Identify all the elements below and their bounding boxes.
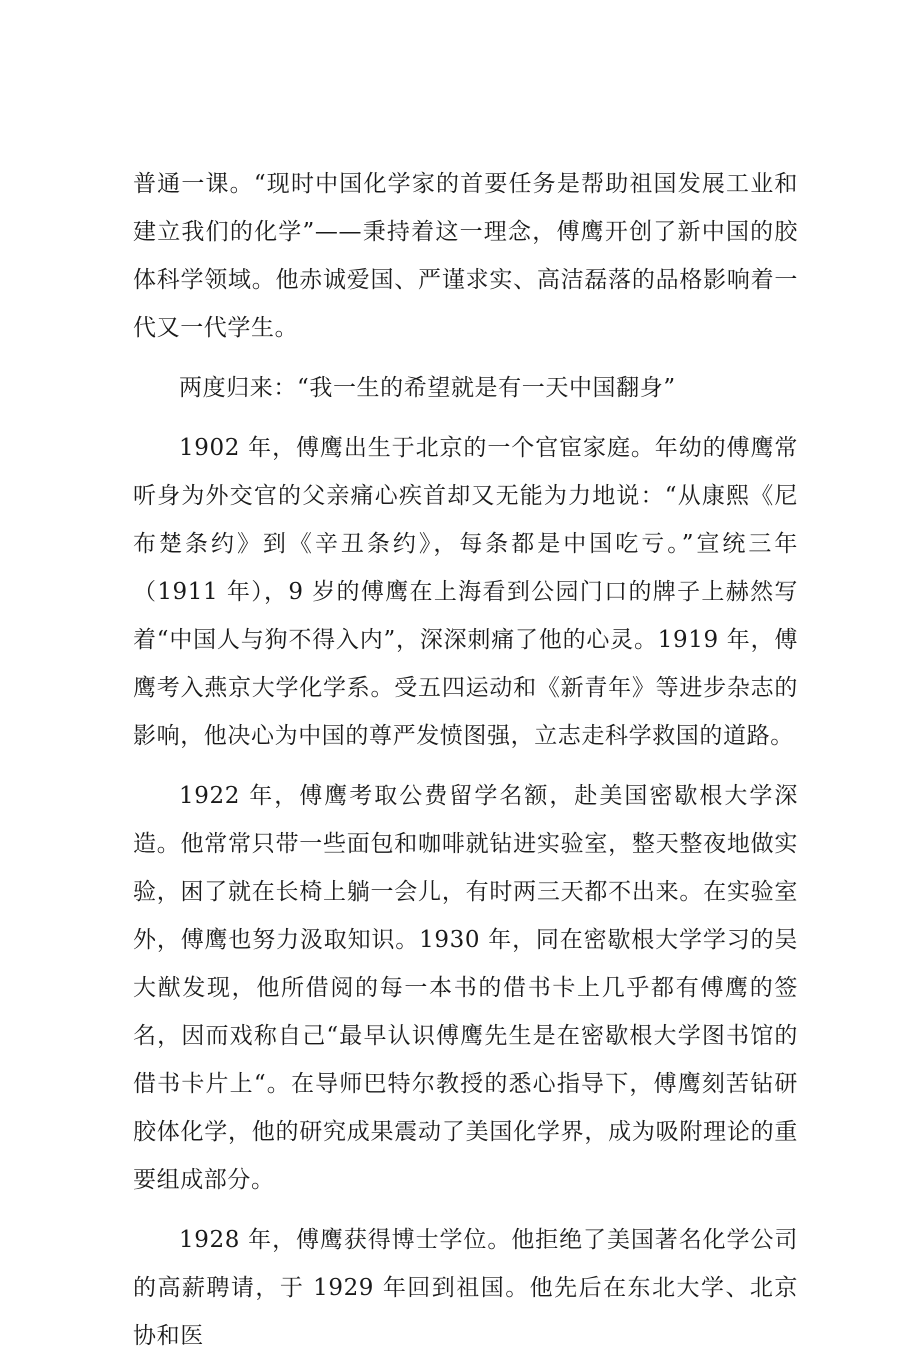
paragraph-intro-continuation: 普通一课。“现时中国化学家的首要任务是帮助祖国发展工业和建立我们的化学”——秉持着这一理念，傅鹰开创了新中国的胶体科学领域。他赤诚爱国、严谨求实、高洁磊落的品格影响着一代又一代学生。	[133, 171, 798, 341]
paragraph-1928: 1928 年，傅鹰获得博士学位。他拒绝了美国著名化学公司的高薪聘请，于 1929 年回到祖国。他先后在东北大学、北京协和医	[133, 1227, 798, 1349]
paragraph-1902: 1902 年，傅鹰出生于北京的一个官宦家庭。年幼的傅鹰常听身为外交官的父亲痛心疾首却又无能为力地说：“从康熙《尼布楚条约》到《辛丑条约》，每条都是中国吃亏。”宣统三年（1911 年），9 岁的傅鹰在上海看到公园门口的牌子上赫然写着“中国人与狗不得入内”，深深刺痛了他的心灵。1919 年，傅鹰考入燕京大学化学系。受五四运动和《新青年》等进步杂志的影响，他决心为中国的尊严发愤图强，立志走科学救国的道路。	[133, 435, 798, 749]
document-page	[133, 160, 798, 1372]
section-heading: 两度归来：“我一生的希望就是有一天中国翻身”	[179, 375, 676, 401]
paragraph-1922: 1922 年，傅鹰考取公费留学名额，赴美国密歇根大学深造。他常常只带一些面包和咖啡就钻进实验室，整天整夜地做实验，困了就在长椅上躺一会儿，有时两三天都不出来。在实验室外，傅鹰也努力汲取知识。1930 年，同在密歇根大学学习的吴大猷发现，他所借阅的每一本书的借书卡上几乎都有傅鹰的签名，因而戏称自己“最早认识傅鹰先生是在密歇根大学图书馆的借书卡片上“。在导师巴特尔教授的悉心指导下，傅鹰刻苦钻研胶体化学，他的研究成果震动了美国化学界，成为吸附理论的重要组成部分。	[133, 783, 798, 1193]
